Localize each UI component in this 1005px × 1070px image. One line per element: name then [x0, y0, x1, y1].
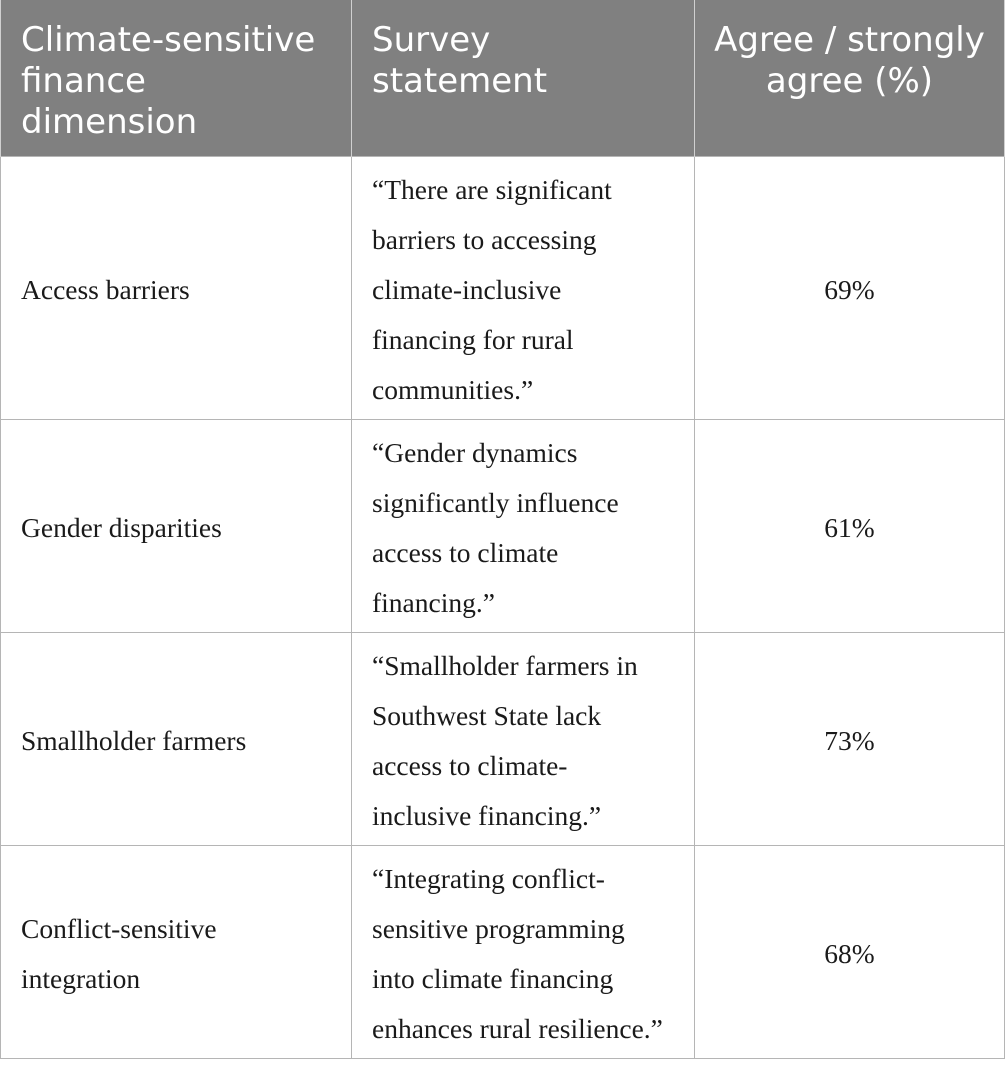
statement-cell: [352, 845, 695, 1058]
dimension-cell: [1, 632, 352, 845]
agree-percent-cell: 61%: [695, 419, 1005, 632]
agree-percent-cell: 69%: [695, 156, 1005, 419]
table-body: [1, 156, 1005, 1058]
agree-percent-cell: 68%: [695, 845, 1005, 1058]
dimension-text: Gender disparities: [21, 511, 222, 543]
statement-cell: [352, 419, 695, 632]
dimension-text: Smallholder farmers: [21, 724, 247, 756]
dimension-text: Access barriers: [21, 273, 190, 305]
dimension-text: Conflict-sensitive integration: [21, 912, 217, 994]
header-statement: Survey statement: [352, 0, 695, 156]
table-row: [1, 419, 1005, 632]
table-row: [1, 156, 1005, 419]
table-row: [1, 845, 1005, 1058]
dimension-cell: [1, 156, 352, 419]
statement-text: “There are significant barriers to accessing climate-inclusive financing for rural communities.”: [372, 173, 612, 405]
header-row: [1, 0, 1005, 156]
table-row: [1, 632, 1005, 845]
statement-text: “Smallholder farmers in Southwest State lack access to climate- inclusive financing.”: [372, 649, 638, 831]
header-dimension: Climate-sensitive finance dimension: [1, 0, 352, 156]
statement-text: “Integrating conflict- sensitive programming into climate financing enhances rural resilience.”: [372, 862, 663, 1044]
table-header: [1, 0, 1005, 156]
statement-cell: [352, 632, 695, 845]
statement-text: “Gender dynamics significantly influence access to climate financing.”: [372, 436, 619, 618]
statement-cell: [352, 156, 695, 419]
dimension-cell: [1, 845, 352, 1058]
agree-percent-cell: 73%: [695, 632, 1005, 845]
header-agree-percent: Agree / strongly agree (%): [695, 0, 1005, 156]
dimension-cell: [1, 419, 352, 632]
